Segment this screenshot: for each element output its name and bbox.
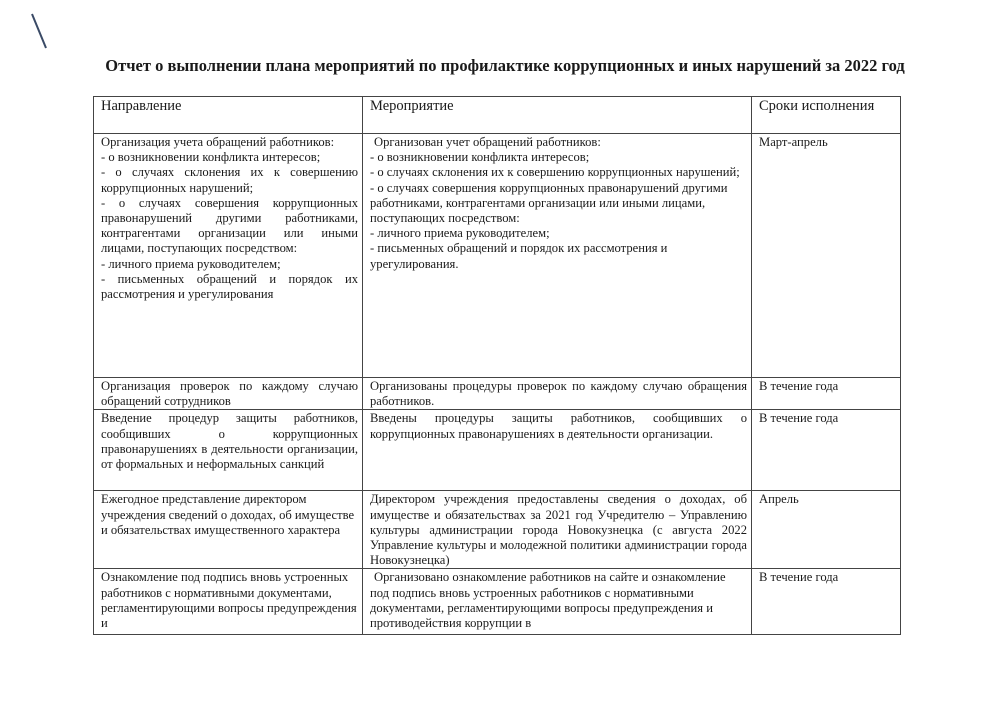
deadline-cell: Апрель — [752, 491, 901, 569]
cell-line: - личного приема руководителем; — [101, 256, 281, 271]
cell-line: - о случаях склонения их к совершению коррупционных нарушений; — [101, 165, 358, 195]
cell-line: - о возникновении конфликта интересов; — [101, 150, 321, 165]
direction-cell: Ежегодное представление директором учреждения сведений о доходах, об имуществе и обязательствах имущественного характера — [94, 491, 363, 569]
measure-cell — [363, 134, 752, 378]
table-row — [94, 134, 901, 378]
cell-line: - о случаях склонения их к совершению коррупционных нарушений; — [370, 165, 740, 180]
column-header-direction: Направление — [94, 97, 363, 134]
deadline-cell: В течение года — [752, 569, 901, 635]
scan-artifact-mark — [10, 8, 58, 56]
cell-line: - о случаях совершения коррупционных правонарушений другими работниками, контрагентами организации или иными лицами, поступающих посредством: — [101, 195, 358, 256]
measure-cell: Директором учреждения предоставлены сведения о доходах, об имуществе и обязательствах за 2021 год Учредителю – Управлению культуры администрации города Новокузнецка (с августа 2022 Управление культуры и молодежной политики администрации города Новокузнецка) — [363, 491, 752, 569]
direction-cell: Ознакомление под подпись вновь устроенных работников с нормативными документами, регламентирующими вопросы предупреждения и — [94, 569, 363, 635]
measure-cell — [363, 569, 752, 635]
column-header-measure: Мероприятие — [363, 97, 752, 134]
table-row — [94, 569, 901, 635]
table-row — [94, 410, 901, 491]
cell-line: Организован учет обращений работников: — [374, 135, 601, 149]
cell-line: - о случаях совершения коррупционных правонарушений другими работниками, контрагентами организации или иными лицами, поступающих посредством: — [370, 180, 728, 226]
cell-line: Организовано ознакомление работников на сайте и ознакомление под подпись вновь устроенных работников с нормативными документами, регламентирующими вопросы предупреждения и противодействия коррупции в — [370, 570, 726, 631]
table-row — [94, 491, 901, 569]
report-table — [93, 96, 901, 635]
direction-cell: Организация проверок по каждому случаю обращений сотрудников — [94, 378, 363, 410]
measure-cell: Организованы процедуры проверок по каждому случаю обращения работников. — [363, 378, 752, 410]
cell-line: - письменных обращений и порядок их рассмотрения и урегулирования — [101, 271, 358, 302]
measure-cell: Введены процедуры защиты работников, сообщивших о коррупционных правонарушениях в деятельности организации. — [363, 410, 752, 491]
table-header-row — [94, 97, 901, 134]
deadline-cell: В течение года — [752, 410, 901, 491]
deadline-cell: В течение года — [752, 378, 901, 410]
column-header-deadline: Сроки исполнения — [752, 97, 901, 134]
direction-cell — [94, 134, 363, 378]
table-row — [94, 378, 901, 410]
direction-cell: Введение процедур защиты работников, сообщивших о коррупционных правонарушениях в деятельности организации, от формальных и неформальных санкций — [94, 410, 363, 491]
cell-line: Организация учета обращений работников: — [101, 135, 335, 149]
deadline-cell: Март-апрель — [752, 134, 901, 378]
page-title: Отчет о выполнении плана мероприятий по профилактике коррупционных и иных нарушений за 2022 год — [105, 56, 905, 75]
cell-line: - о возникновении конфликта интересов; — [370, 150, 590, 165]
cell-line: - письменных обращений и порядок их рассмотрения и урегулирования. — [370, 241, 668, 271]
cell-line: - личного приема руководителем; — [370, 226, 550, 241]
